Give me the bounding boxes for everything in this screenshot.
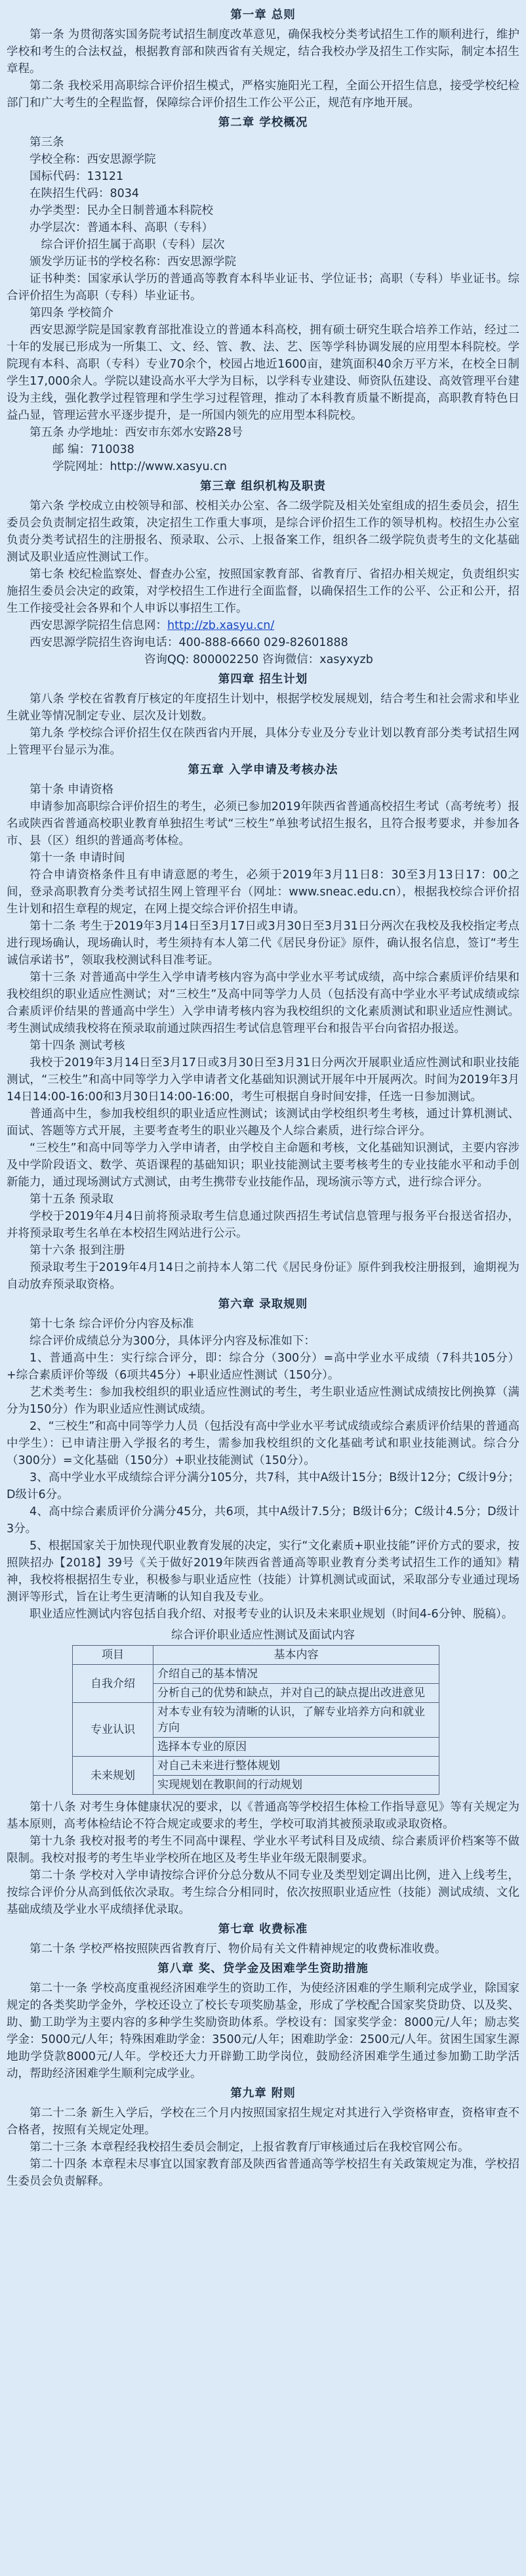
article-19: 第十九条 我校对报考的考生不同高中课程、学业水平考试科目及成绩、综合素质评价档案等不做限制。我校对报考的考生毕业学校所在地区及考生毕业年级无限制要求。 (7, 1835, 519, 1865)
article-20: 第二十条 学校对入学申请按综合评价分总分数从不同专业及类型划定调出比例，进入上线考生，按综合评价分从高到低依次录取。考生综合分相同时，依次按照职业适应性（技能）测试成绩、文化基础成绩及学业水平成绩择优录取。 (7, 1869, 519, 1916)
article-4-heading: 第四条 学校简介 (30, 307, 114, 320)
national-code: 国标代码：13121 (30, 170, 124, 183)
article-11-heading: 第十一条 申请时间 (30, 851, 125, 865)
consult-qq-wechat: 咨询QQ: 800002250 咨询微信：xasyxyzb (144, 653, 373, 666)
article-22: 第二十二条 新生入学后，学校在三个月内按照国家招生规定对其进行入学资格审查，资格审查不合格者，按照有关规定处理。 (7, 2107, 519, 2137)
article-15-heading: 第十五条 预录取 (30, 1193, 114, 1206)
article-11: 符合申请资格条件且有申请意愿的考生，必须于2019年3月11日8：30至3月13日17：00之间，登录高职教育分类考试招生网上管理平台（网址：www.sneac.edu.cn），根据我校综合评价招生计划和招生章程的规定，在网上提交综合评价招生申请。 (7, 869, 519, 916)
table-cell: 介绍自己的基本情况 (153, 1665, 439, 1684)
rule-item-5: 5、根据国家关于加快现代职业教育发展的决定，实行“文化素质+职业技能”评价方式的要求，按照陕招办【2018】39号《关于做好2019年陕西省普通高等职业教育分类考试招生工作的通知》精神，我校将根据招生专业，积极参与职业适应性（技能）计算机测试或面试，采取部分专业通过现场测评等形式，旨在让考生更清晰的认知自我及专业。 (7, 1539, 519, 1604)
article-3-heading: 第三条 (30, 136, 64, 149)
article-aid: 第二十一条 学校高度重视经济困难学生的资助工作，为使经济困难的学生顺利完成学业，除国家规定的各类奖助学金外，学校还设立了校长专项奖励基金，形成了学校配合国家奖贷助贷、以及奖、助、勤工助学为主要内容的多种学生奖励资助体系。学校设有：国家奖学金：8000元/人年；励志奖学金：5000元/人年；特殊困难助学金：3500元/人年；困难助学金：2500元/人年。贫困生国家生源地助学贷款8000元/人年。学校还大力开辟勤工助学岗位，鼓励经济困难学生通过参加勤工助学活动，帮助经济困难学生顺利完成学业。 (7, 1982, 519, 2080)
article-14-highschool: 普通高中生，参加我校组织的职业适应性测试；该测试由学校组织考生考核，通过计算机测试、面试、答题等方式开展，主要考查考生的职业兴趣及个人综合素质，进行综合评分。 (7, 1107, 519, 1138)
certificate-types: 证书种类：国家承认学历的普通高等教育本科毕业证书、学位证书；高职（专科）毕业证书。综合评价招生为高职（专科）毕业证书。 (7, 272, 519, 303)
article-24: 第二十四条 本章程未尽事宜以国家教育部及陕西省普通高等学校招生有关政策规定为准，学校招生委员会负责解释。 (7, 2158, 519, 2188)
certificate-school: 颁发学历证书的学校名称：西安思源学院 (30, 255, 236, 268)
table-category: 自我介绍 (73, 1665, 153, 1703)
website-label: 学院网址： (52, 460, 110, 473)
article-12: 第十二条 考生于2019年3月14日至3月17日或3月30日至3月31日分两次在我校及我校指定考点进行现场确认，现场确认时，考生须持有本人第二代《居民身份证》原件，确认报名信息，签订“考生诚信承诺书”，领取我校测试科目准考证。 (7, 920, 519, 967)
chapter-6-title: 第六章 录取规则 (218, 1298, 308, 1311)
school-introduction: 西安思源学院是国家教育部批准设立的普通本科高校，拥有硕士研究生联合培养工作站，经过二十年的发展已形成为一所集工、文、经、管、教、法、艺、医等学科协调发展的应用型本科院校。学院现有本科、高职（专科）专业70余个，校园占地近1600亩，建筑面积40余万平方米，在校全日制学生17,000余人。学院以建设高水平大学为目标，以学科专业建设、师资队伍建设、高效管理平台建设为主线，强化教学过程管理和学生学习过程管理，推动了本科教育质量不断提高，高职教育特色日益凸显，管理运营水平逐步提升，是一所国内领先的应用型本科院校。 (7, 324, 519, 422)
table-header-row (73, 1646, 439, 1665)
admissions-site-link[interactable]: http://zb.xasyu.cn/ (167, 619, 275, 632)
postal-code: 邮 编：710038 (52, 443, 134, 456)
chapter-5-title: 第五章 入学申请及考核办法 (188, 763, 338, 777)
rule-item-3: 3、高中学业水平成绩综合评分满分105分，共7科，其中A级计15分；B级计12分；C级计9分；D级计6分。 (7, 1471, 519, 1501)
rule-item-4: 4、高中综合素质评价分满分45分，共6项，其中A级计7.5分；B级计6分；C级计4.5分；D级计3分。 (7, 1505, 519, 1535)
article-16: 预录取考生于2019年4月14日之前持本人第二代《居民身份证》原件到我校注册报到，逾期视为自动放弃预录取资格。 (7, 1261, 519, 1291)
article-13: 第十三条 对普通高中学生入学申请考核内容为高中学业水平考试成绩，高中综合素质评价结果和我校组织的职业适应性测试；对“三校生”及高中同等学力人员（包括没有高中学业水平考试成绩或综合素质评价结果的普通高中学生）入学申请考核内容为我校组织的文化素质测试和职业适应性测试。考生测试成绩我校将在预录取前通过陕西招生考试信息管理平台和报告平台向省招办报送。 (7, 971, 519, 1035)
admissions-site-label: 西安思源学院招生信息网： (30, 619, 167, 632)
rule-item-2: 2、“三校生”和高中同等学力人员（包括没有高中学业水平考试成绩或综合素质评价结果的普通高中学生）：已申请注册入学报名的考生，需参加我校组织的文化基础考试和职业技能测试。综合分（300分）=文化基础（150分）+职业技能测试（150分）。 (7, 1420, 519, 1467)
school-type: 办学类型：民办全日制普通本科院校 (30, 204, 213, 217)
article-6: 第六条 学校成立由校领导和部、校相关办公室、各二级学院及相关处室组成的招生委员会，招生委员会负责制定招生政策，决定招生工作重大事项，是综合评价招生工作的领导机构。校招生办公室负责分类考试招生的注册报名、预录取、公示、上报备案工作，组织各二级学院负责考生的文化基础测试及职业适应性测试工作。 (7, 500, 519, 564)
article-2: 第二条 我校采用高职综合评价招生模式，严格实施阳光工程，全面公开招生信息，接受学校纪检部门和广大考生的全程监督，保障综合评价招生工作公平公正，规范有序地开展。 (7, 79, 519, 110)
shaanxi-enrollment-code: 在陕招生代码：8034 (30, 187, 140, 200)
test-table-title: 综合评价职业适应性测试及面试内容 (171, 1629, 355, 1642)
table-cell: 对本专业有较为清晰的认识，了解专业培养方向和就业方向 (153, 1703, 439, 1738)
website-link[interactable]: http://www.xasyu.cn (110, 460, 227, 473)
article-14-heading: 第十四条 测试考核 (30, 1039, 125, 1052)
article-10-heading: 第十条 申请资格 (30, 783, 114, 796)
article-1: 第一条 为贯彻落实国务院考试招生制度改革意见，确保我校分类考试招生工作的顺利进行，维护学校和考生的合法权益，根据教育部和陕西省有关规定，结合我校办学及招生工作实际，制定本招生章程。 (7, 28, 519, 75)
table-cell: 实现规划在教职间的行动规划 (153, 1776, 439, 1795)
chapter-7-title: 第七章 收费标准 (218, 1923, 308, 1936)
article-fees: 第二十条 学校严格按照陕西省教育厅、物价局有关文件精神规定的收费标准收费。 (30, 1943, 447, 1956)
test-content-table (72, 1645, 439, 1795)
article-14-schedule: 我校于2019年3月14日至3月17日或3月30日至3月31日分两次开展职业适应性测试和职业技能测试，“三校生”和高中同等学力入学申请者文化基础知识测试开展年中开展两次。时间为2019年3月14日14:00-16:00和3月30日14:00-16:00，考生可根据自身时间安排，任选一日参加测试。 (7, 1056, 519, 1104)
rule-item-1: 1、普通高中生：实行综合评分，即：综合分（300分）=高中学业水平成绩（7科共105分）+综合素质评价等级（6项共45分）+职业适应性测试（150分）。 (7, 1352, 519, 1382)
rule-item-1-art: 艺术类考生：参加我校组织的职业适应性测试的考生，考生职业适应性测试成绩按比例换算（满分为150分）作为职业适应性测试成绩。 (7, 1386, 519, 1416)
website-line (7, 458, 519, 475)
article-7: 第七条 校纪检监察处、督查办公室，按照国家教育部、省教育厅、省招办相关规定，负责组织实施招生委员会决定的政策，对学校招生工作进行全面监督，以确保招生工作的公平、公正和公开，招生工作接受社会各界和个人申诉以事招生工作。 (7, 568, 519, 615)
article-15: 学校于2019年4月4日前将预录取考生信息通过陕西招生考试信息管理与报务平台报送省招办，并将预录取考生名单在本校招生网站进行公示。 (7, 1210, 519, 1240)
chapter-3-title: 第三章 组织机构及职责 (199, 480, 327, 493)
article-14-vocational: “三校生”和高中同等学力入学申请者，由学校自主命题和考核，文化基础知识测试，主要内容涉及中学阶段语文、数学、英语课程的基础知识；职业技能测试主要考核考生的专业技能水平和动手创新能力，通过现场测试方式测试，由考生携带专业技能作品，现场演示等方式，进行综合评分。 (7, 1142, 519, 1189)
article-5-address: 第五条 办学地址：西安市东郊水安路28号 (30, 426, 243, 439)
table-header-item: 项目 (73, 1646, 153, 1665)
table-cell: 对自己未来进行整体规划 (153, 1757, 439, 1776)
chapter-8-title: 第八章 奖、贷学金及困难学生资助措施 (157, 1962, 369, 1975)
article-17: 综合评价成绩总分为300分，具体评分内容及标准如下： (30, 1335, 315, 1348)
school-level: 办学层次：普通本科、高职（专科） (30, 221, 213, 234)
article-18: 第十八条 对考生身体健康状况的要求，以《普通高等学校招生体检工作指导意见》等有关规定为基本原则，高考体检结论不符合规定或要求的考生，学校可取消其被预录取或录取资格。 (7, 1801, 519, 1831)
article-23: 第二十三条 本章程经我校招生委员会制定，上报省教育厅审核通过后在我校官网公布。 (30, 2141, 470, 2154)
table-row (73, 1665, 439, 1684)
table-cell: 选择本专业的原因 (153, 1738, 439, 1757)
article-9: 第九条 学校综合评价招生仅在陕西省内开展，具体分专业及分专业计划以教育部分类考试招生网上管理平台显示为准。 (7, 727, 519, 757)
chapter-1-title: 第一章 总则 (230, 9, 296, 22)
rule-item-6: 职业适应性测试内容包括自我介绍、对报考专业的认识及未来职业规划（时间4-6分钟、脱稿）。 (30, 1608, 514, 1621)
article-10: 申请参加高职综合评价招生的考生，必须已参加2019年陕西省普通高校招生考试（高考统考）报名或陕西省普通高校职业教育单独招生考试“三校生”单独考试招生报名，且符合报考要求，并参加各市、县（区）组织的普通高考体检。 (7, 800, 519, 848)
school-full-name: 学校全称：西安思源学院 (30, 153, 156, 166)
chapter-2-title: 第二章 学校概况 (218, 116, 308, 129)
evaluation-level-note: 综合评价招生属于高职（专科）层次 (41, 238, 225, 251)
table-cell: 分析自己的优势和缺点，并对自己的缺点提出改进意见 (153, 1684, 439, 1703)
admissions-site-line (7, 617, 519, 634)
consult-phone: 西安思源学院招生咨询电话：400-888-6660 029-82601888 (30, 636, 348, 649)
table-row (73, 1757, 439, 1776)
table-category: 未来规划 (73, 1757, 153, 1795)
article-16-heading: 第十六条 报到注册 (30, 1244, 125, 1257)
table-category: 专业认识 (73, 1703, 153, 1757)
chapter-9-title: 第九章 附则 (230, 2087, 296, 2100)
chapter-4-title: 第四章 招生计划 (218, 673, 308, 686)
article-8: 第八条 学校在省教育厅核定的年度招生计划中，根据学校发展规划，结合考生和社会需求和毕业生就业等情况制定专业、层次及计划数。 (7, 693, 519, 723)
table-row (73, 1703, 439, 1738)
article-17-heading: 第十七条 综合评价分内容及标准 (30, 1318, 194, 1331)
table-header-content: 基本内容 (153, 1646, 439, 1665)
